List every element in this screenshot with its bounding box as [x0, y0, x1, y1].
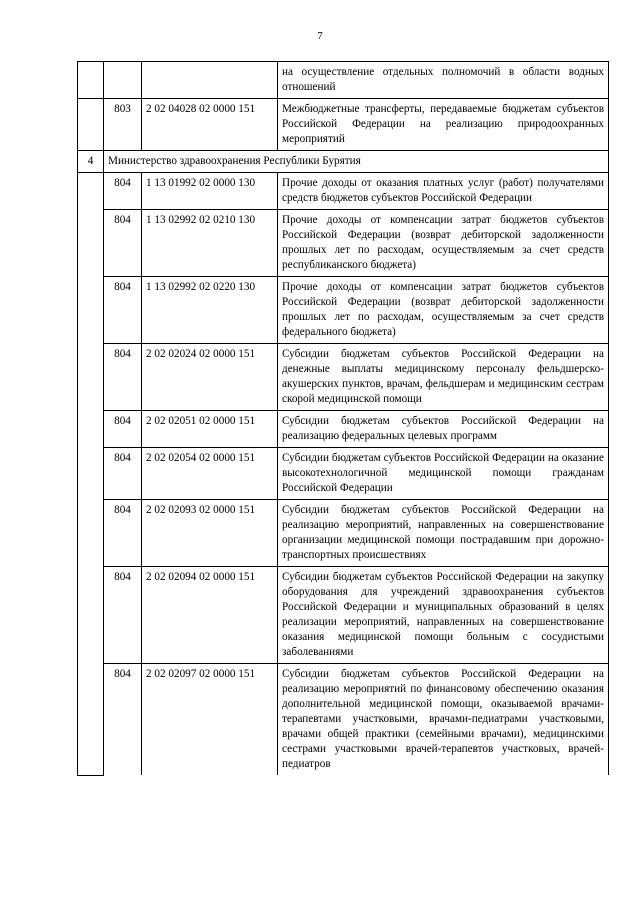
admin-code-cell: 803 [104, 99, 142, 151]
kbk-code-cell: 2 02 02024 02 0000 151 [142, 344, 278, 411]
table-row [78, 62, 609, 99]
kbk-code-cell: 2 02 02097 02 0000 151 [142, 664, 278, 776]
revenue-name-cell: Прочие доходы от компенсации затрат бюджетов субъектов Российской Федерации (возврат дебиторской задолженности прошлых лет по расходам, осуществляемым за счет средств федерального бюджета) [278, 277, 609, 344]
table-row [78, 411, 609, 448]
table-row [78, 99, 609, 151]
table-row [78, 567, 609, 664]
revenue-name-cell: Прочие доходы от оказания платных услуг (работ) получателями средств бюджетов субъектов Российской Федерации [278, 173, 609, 210]
admin-code-cell: 804 [104, 411, 142, 448]
admin-code-cell: 804 [104, 210, 142, 277]
admin-code-cell: 804 [104, 277, 142, 344]
row-number-cell [78, 173, 104, 776]
admin-code-cell: 804 [104, 344, 142, 411]
table-row [78, 210, 609, 277]
revenue-name-cell: Субсидии бюджетам субъектов Российской Федерации на реализацию федеральных целевых программ [278, 411, 609, 448]
revenue-name-cell: Субсидии бюджетам субъектов Российской Федерации на оказание высокотехнологичной медицинской помощи гражданам Российской Федерации [278, 448, 609, 500]
table-row [78, 277, 609, 344]
row-number-cell [78, 99, 104, 151]
revenue-name-cell: на осуществление отдельных полномочий в области водных отношений [278, 62, 609, 99]
kbk-code-cell: 2 02 02093 02 0000 151 [142, 500, 278, 567]
kbk-code-cell [142, 62, 278, 99]
table-row [78, 448, 609, 500]
ministry-number-cell: 4 [78, 151, 104, 173]
budget-revenue-table [77, 61, 609, 776]
admin-code-cell: 804 [104, 448, 142, 500]
revenue-name-cell: Субсидии бюджетам субъектов Российской Федерации на закупку оборудования для учреждений здравоохранения субъектов Российской Федерации и муниципальных образований в целях реализации мероприятий, направленных на совершенствование оказания медицинской помощи больным с сосудистыми заболеваниями [278, 567, 609, 664]
page-number: 7 [317, 30, 323, 42]
admin-code-cell: 804 [104, 173, 142, 210]
admin-code-cell: 804 [104, 567, 142, 664]
table-row [78, 664, 609, 776]
revenue-name-cell: Субсидии бюджетам субъектов Российской Федерации на денежные выплаты медицинскому персоналу фельдшерско-акушерских пунктов, врачам, фельдшерам и медицинским сестрам скорой медицинской помощи [278, 344, 609, 411]
table-row [78, 173, 609, 210]
revenue-name-cell: Субсидии бюджетам субъектов Российской Федерации на реализацию мероприятий, направленных на совершенствование организации медицинской помощи пострадавшим при дорожно-транспортных происшествиях [278, 500, 609, 567]
revenue-name-cell: Межбюджетные трансферты, передаваемые бюджетам субъектов Российской Федерации на реализацию природоохранных мероприятий [278, 99, 609, 151]
kbk-code-cell: 2 02 04028 02 0000 151 [142, 99, 278, 151]
admin-code-cell [104, 62, 142, 99]
kbk-code-cell: 2 02 02094 02 0000 151 [142, 567, 278, 664]
admin-code-cell: 804 [104, 664, 142, 776]
ministry-name-cell: Министерство здравоохранения Республики Бурятия [104, 151, 609, 173]
revenue-name-cell: Прочие доходы от компенсации затрат бюджетов субъектов Российской Федерации (возврат дебиторской задолженности прошлых лет по расходам, осуществляемым за счет средств республиканского бюджета) [278, 210, 609, 277]
row-number-cell [78, 62, 104, 99]
admin-code-cell: 804 [104, 500, 142, 567]
ministry-row [78, 151, 609, 173]
table-row [78, 500, 609, 567]
kbk-code-cell: 1 13 02992 02 0220 130 [142, 277, 278, 344]
kbk-code-cell: 2 02 02054 02 0000 151 [142, 448, 278, 500]
kbk-code-cell: 1 13 01992 02 0000 130 [142, 173, 278, 210]
kbk-code-cell: 1 13 02992 02 0210 130 [142, 210, 278, 277]
table-row [78, 344, 609, 411]
revenue-name-cell: Субсидии бюджетам субъектов Российской Федерации на реализацию мероприятий по финансовому обеспечению оказания дополнительной медицинской помощи, оказываемой врачами-терапевтами участковыми, врачами-педиатрами участковыми, врачами общей практики (семейными врачами), медицинскими сестрами участковыми врачей-терапевтов участковых, врачей-педиатров [278, 664, 609, 776]
kbk-code-cell: 2 02 02051 02 0000 151 [142, 411, 278, 448]
